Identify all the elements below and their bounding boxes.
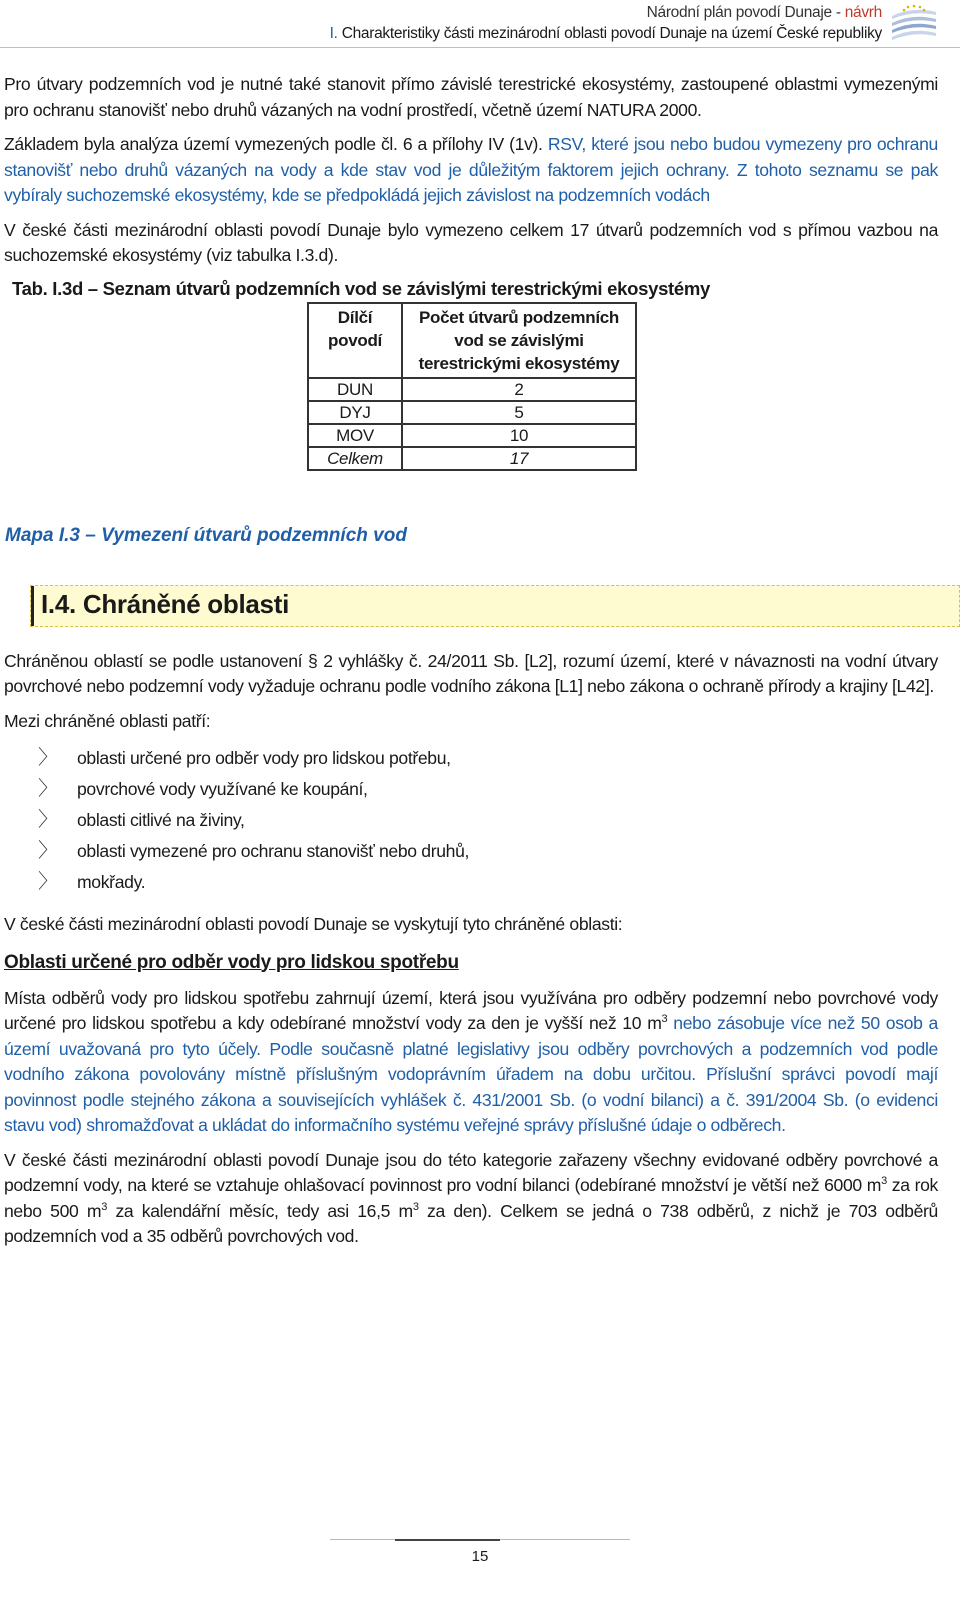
paragraph-part: V české části mezinárodní oblasti povodí Dunaje jsou do této kategorie zařazeny všechny evidované odběry povrchové a podzemní vody, na které se vztahuje ohlašovací povinnost pro vodní bilanci (odebírané množství je větší než 6000 m (4, 1149, 938, 1195)
superscript: 3 (412, 1200, 419, 1213)
list-item-text: oblasti citlivé na živiny, (77, 810, 245, 830)
chevron-right-icon: 〉 (38, 840, 58, 862)
header-divider (0, 47, 960, 48)
list-item (4, 836, 938, 867)
table-row (308, 424, 636, 447)
list-item-text: oblasti vymezené pro ochranu stanovišť nebo druhů, (77, 841, 470, 861)
chevron-right-icon: 〉 (38, 871, 58, 893)
list-item-text: povrchové vody využívané ke koupání, (77, 779, 368, 799)
paragraph (4, 132, 938, 209)
table-cell: 10 (402, 424, 636, 447)
eu-flag-logo-icon (886, 2, 940, 42)
list-intro: Mezi chráněné oblasti patří: (4, 710, 211, 731)
paragraph-part-highlight: nebo zásobuje více než 50 osob a území uvažovaná pro tyto účely. Podle současně platné legislativy jsou odběry povrchových a podzemních vod podle vodního zákona povolovány místně příslušným vodoprávním úřadem na dobu určitou. Příslušní správci povodí mají povinnost podle stejného zákona a souvisejících vyhlášek č. 431/2001 Sb. (o vodní bilanci) a č. 391/2004 Sb. (o evidenci stavu vod) shromažďovat a ukládat do informačního systému veřejné správy příslušné údaje o odběrech. (4, 1013, 938, 1135)
map-link[interactable]: Mapa I.3 – Vymezení útvarů podzemních vod (5, 524, 407, 546)
paragraph-part-highlight: Z tohoto seznamu se pak vybíraly suchozemské ekosystémy, kde se předpokládá jejich závislost na podzemních vodách (4, 159, 938, 205)
subsection-heading: Oblasti určené pro odběr vody pro lidskou spotřebu (4, 951, 459, 973)
paragraph: V české části mezinárodní oblasti povodí Dunaje se vyskytují tyto chráněné oblasti: (4, 914, 623, 934)
chevron-right-icon: 〉 (38, 809, 58, 831)
protected-areas-list (4, 743, 938, 898)
list-item (4, 743, 938, 774)
table-caption: Tab. I.3d – Seznam útvarů podzemních vod se závislými terestrickými ekosystémy (12, 277, 711, 299)
list-item (4, 805, 938, 836)
table-cell: DYJ (308, 401, 402, 424)
superscript: 3 (661, 1013, 668, 1026)
page-content (4, 72, 938, 1259)
table-cell: MOV (308, 424, 402, 447)
table-cell: DUN (308, 378, 402, 401)
list-item-text: oblasti určené pro odběr vody pro lidskou potřebu, (77, 748, 451, 768)
subtitle-text: Charakteristiky části mezinárodní oblasti povodí Dunaje na území České republiky (341, 25, 882, 42)
list-item-text: mokřady. (77, 872, 146, 892)
superscript: 3 (101, 1200, 108, 1213)
list-item (4, 774, 938, 805)
paragraph-part-highlight: RSV, které jsou nebo budou vymezeny pro ochranu stanovišť nebo druhů vázaných na vody a kde stav vod je důležitým faktorem jejich ochrany. (4, 134, 938, 180)
paragraph (4, 986, 938, 1139)
document-title (647, 4, 882, 22)
table-cell: 2 (402, 378, 636, 401)
paragraph (4, 1148, 938, 1250)
table-row (308, 378, 636, 401)
section-heading-box (30, 585, 960, 627)
paragraph-part: za den). Celkem se jedná o 738 odběrů, z nichž je 703 odběrů podzemních vod a 35 odběrů povrchových vod. (4, 1200, 938, 1246)
subtitle-prefix: I. (329, 25, 342, 42)
table-cell: 17 (402, 447, 636, 470)
table-header-row (308, 303, 636, 378)
paragraph: Pro útvary podzemních vod je nutné také stanovit přímo závislé terestrické ekosystémy, zastoupené oblastmi vymezenými pro ochranu stanovišť nebo druhů vázaných na vodní prostředí, včetně území NATURA 2000. (4, 74, 938, 120)
paragraph: Chráněnou oblastí se podle ustanovení § 2 vyhlášky č. 24/2011 Sb. [L2], rozumí území, které v návaznosti na vodní útvary povrchové nebo podzemní vody vyžaduje ochranu podle vodního zákona [L1] nebo zákona o ochraně přírody a krajiny [L42]. (4, 650, 938, 696)
page-header (0, 0, 960, 48)
section-bar (31, 586, 34, 626)
chevron-right-icon: 〉 (38, 747, 58, 769)
superscript: 3 (881, 1175, 887, 1188)
title-text: Národní plán povodí Dunaje (646, 4, 832, 21)
paragraph-part: Místa odběrů vody pro lidskou spotřebu zahrnují území, která jsou využívána pro odběry podzemní nebo povrchové vody určené pro lidskou spotřebu a kdy odebírané množství vody za den je vyšší než 10 m (4, 987, 938, 1033)
table-total-row (308, 447, 636, 470)
list-item (4, 867, 938, 898)
document-subtitle (330, 25, 882, 43)
draft-label: návrh (844, 4, 882, 21)
chevron-right-icon: 〉 (38, 778, 58, 800)
table-cell: Celkem (308, 447, 402, 470)
paragraph: V české části mezinárodní oblasti povodí Dunaje bylo vymezeno celkem 17 útvarů podzemních vod s přímou vazbou na suchozemské ekosystémy (viz tabulka I.3.d). (4, 219, 938, 265)
column-header-basin: Dílčí povodí (308, 303, 402, 378)
table-cell: 5 (402, 401, 636, 424)
paragraph-part: za rok nebo 500 m (4, 1175, 938, 1221)
page-number: 15 (471, 1548, 489, 1565)
section-title: I.4. Chráněné oblasti (41, 588, 289, 619)
column-header-count: Počet útvarů podzemních vod se závislými terestrickými ekosystémy (402, 303, 636, 378)
title-separator: - (831, 4, 845, 21)
groundwater-table (307, 302, 637, 471)
paragraph-part: Základem byla analýza území vymezených podle čl. 6 a přílohy IV (1v). (4, 134, 543, 154)
footer-divider-accent (395, 1539, 500, 1541)
paragraph-part: za kalendářní měsíc, tedy asi 16,5 m (107, 1200, 413, 1221)
table-row (308, 401, 636, 424)
